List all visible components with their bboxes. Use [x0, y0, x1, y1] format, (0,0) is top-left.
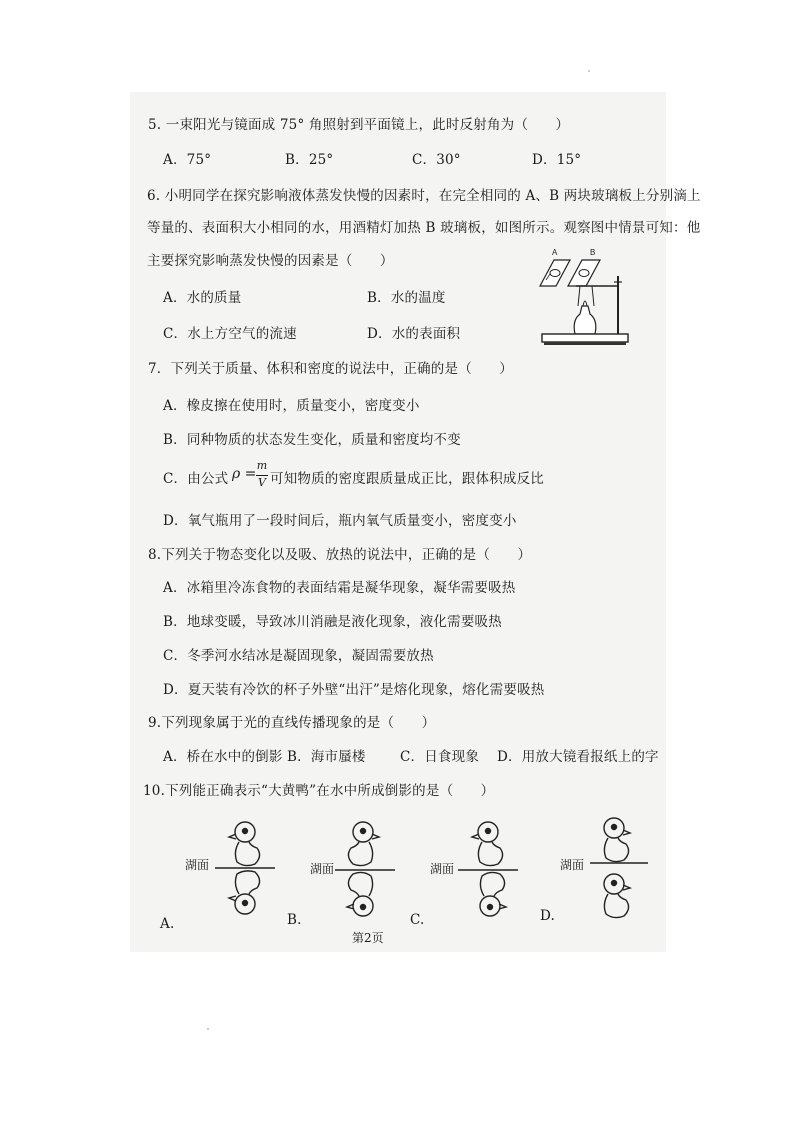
q5-option-b: B．25°	[285, 152, 334, 168]
q10-option-a: A.	[160, 916, 175, 932]
lake-label-b: 湖面	[310, 862, 335, 876]
q6-option-c: C．水上方空气的流速	[163, 326, 297, 342]
q5-option-d: D．15°	[532, 152, 582, 168]
duck-reflection-option-b	[335, 812, 395, 932]
q7-option-b: B．同种物质的状态发生变化，质量和密度均不变	[163, 432, 461, 448]
q8-option-c: C．冬季河水结冰是凝固现象，凝固需要放热	[163, 648, 434, 664]
q7-option-c-suffix: 可知物质的密度跟质量成正比，跟体积成反比	[270, 471, 544, 487]
plate-b-label: B	[590, 248, 596, 257]
q5-option-c: C．30°	[412, 152, 461, 168]
q5-stem: 5. 一束阳光与镜面成 75° 角照射到平面镜上，此时反射角为（ ）	[148, 117, 570, 133]
q8-option-d: D．夏天装有冷饮的杯子外壁“出汗”是熔化现象，熔化需要吸热	[163, 682, 545, 698]
q6-stem-line1: 6. 小明同学在探究影响液体蒸发快慢的因素时，在完全相同的 A、B 两块玻璃板上分别滴上	[147, 188, 701, 204]
duck-reflection-option-d	[590, 808, 650, 928]
q7-option-a: A．橡皮擦在使用时，质量变小，密度变小	[163, 398, 420, 414]
duck-reflection-option-c	[458, 812, 518, 932]
density-formula-numerator: m	[256, 459, 268, 472]
page-number: 第2页	[352, 931, 384, 945]
q6-stem-line2: 等量的、表面积大小相同的水，用酒精灯加热 B 玻璃板，如图所示。观察图中情景可知：他	[147, 220, 701, 236]
density-formula-denominator: V	[258, 476, 266, 489]
q10-option-b: B.	[287, 912, 302, 928]
scan-speck	[588, 70, 590, 72]
q5-option-a: A．75°	[163, 152, 212, 168]
q8-option-a: A．冰箱里冷冻食物的表面结霜是凝华现象，凝华需要吸热	[163, 580, 516, 596]
q8-stem: 8.下列关于物态变化以及吸、放热的说法中，正确的是（ ）	[148, 547, 532, 563]
q10-option-d: D.	[540, 908, 556, 924]
q9-stem: 9.下列现象属于光的直线传播现象的是（ ）	[148, 715, 436, 731]
q7-stem: 7．下列关于质量、体积和密度的说法中，正确的是（ ）	[148, 361, 513, 377]
q9-option-c: C．日食现象	[400, 749, 480, 765]
q6-stem-line3: 主要探究影响蒸发快慢的因素是（ ）	[147, 253, 394, 269]
lake-label-a: 湖面	[185, 858, 210, 872]
lake-label-d: 湖面	[560, 858, 585, 872]
q9-option-b: B．海市蜃楼	[287, 749, 366, 765]
q6-option-d: D．水的表面积	[367, 326, 461, 342]
duck-reflection-option-a	[215, 812, 275, 932]
q10-stem: 10.下列能正确表示“大黄鸭”在水中所成倒影的是（ ）	[143, 783, 495, 799]
q8-option-b: B．地球变暖，导致冰川消融是液化现象，液化需要吸热	[163, 614, 502, 630]
plate-a-label: A	[552, 248, 558, 257]
density-formula-lhs: ρ =	[232, 466, 257, 482]
q10-option-c: C.	[410, 912, 425, 928]
q6-option-a: A．水的质量	[163, 290, 242, 306]
q9-option-d: D．用放大镜看报纸上的字	[497, 749, 659, 765]
q7-option-c-prefix: C．由公式	[163, 471, 229, 487]
lake-label-c: 湖面	[430, 862, 455, 876]
q6-option-b: B．水的温度	[367, 290, 446, 306]
scan-speck	[207, 1028, 209, 1030]
q7-option-d: D．氧气瓶用了一段时间后，瓶内氧气质量变小，密度变小	[163, 513, 517, 529]
q9-option-a: A．桥在水中的倒影	[163, 749, 283, 765]
evaporation-apparatus-figure	[520, 246, 635, 350]
